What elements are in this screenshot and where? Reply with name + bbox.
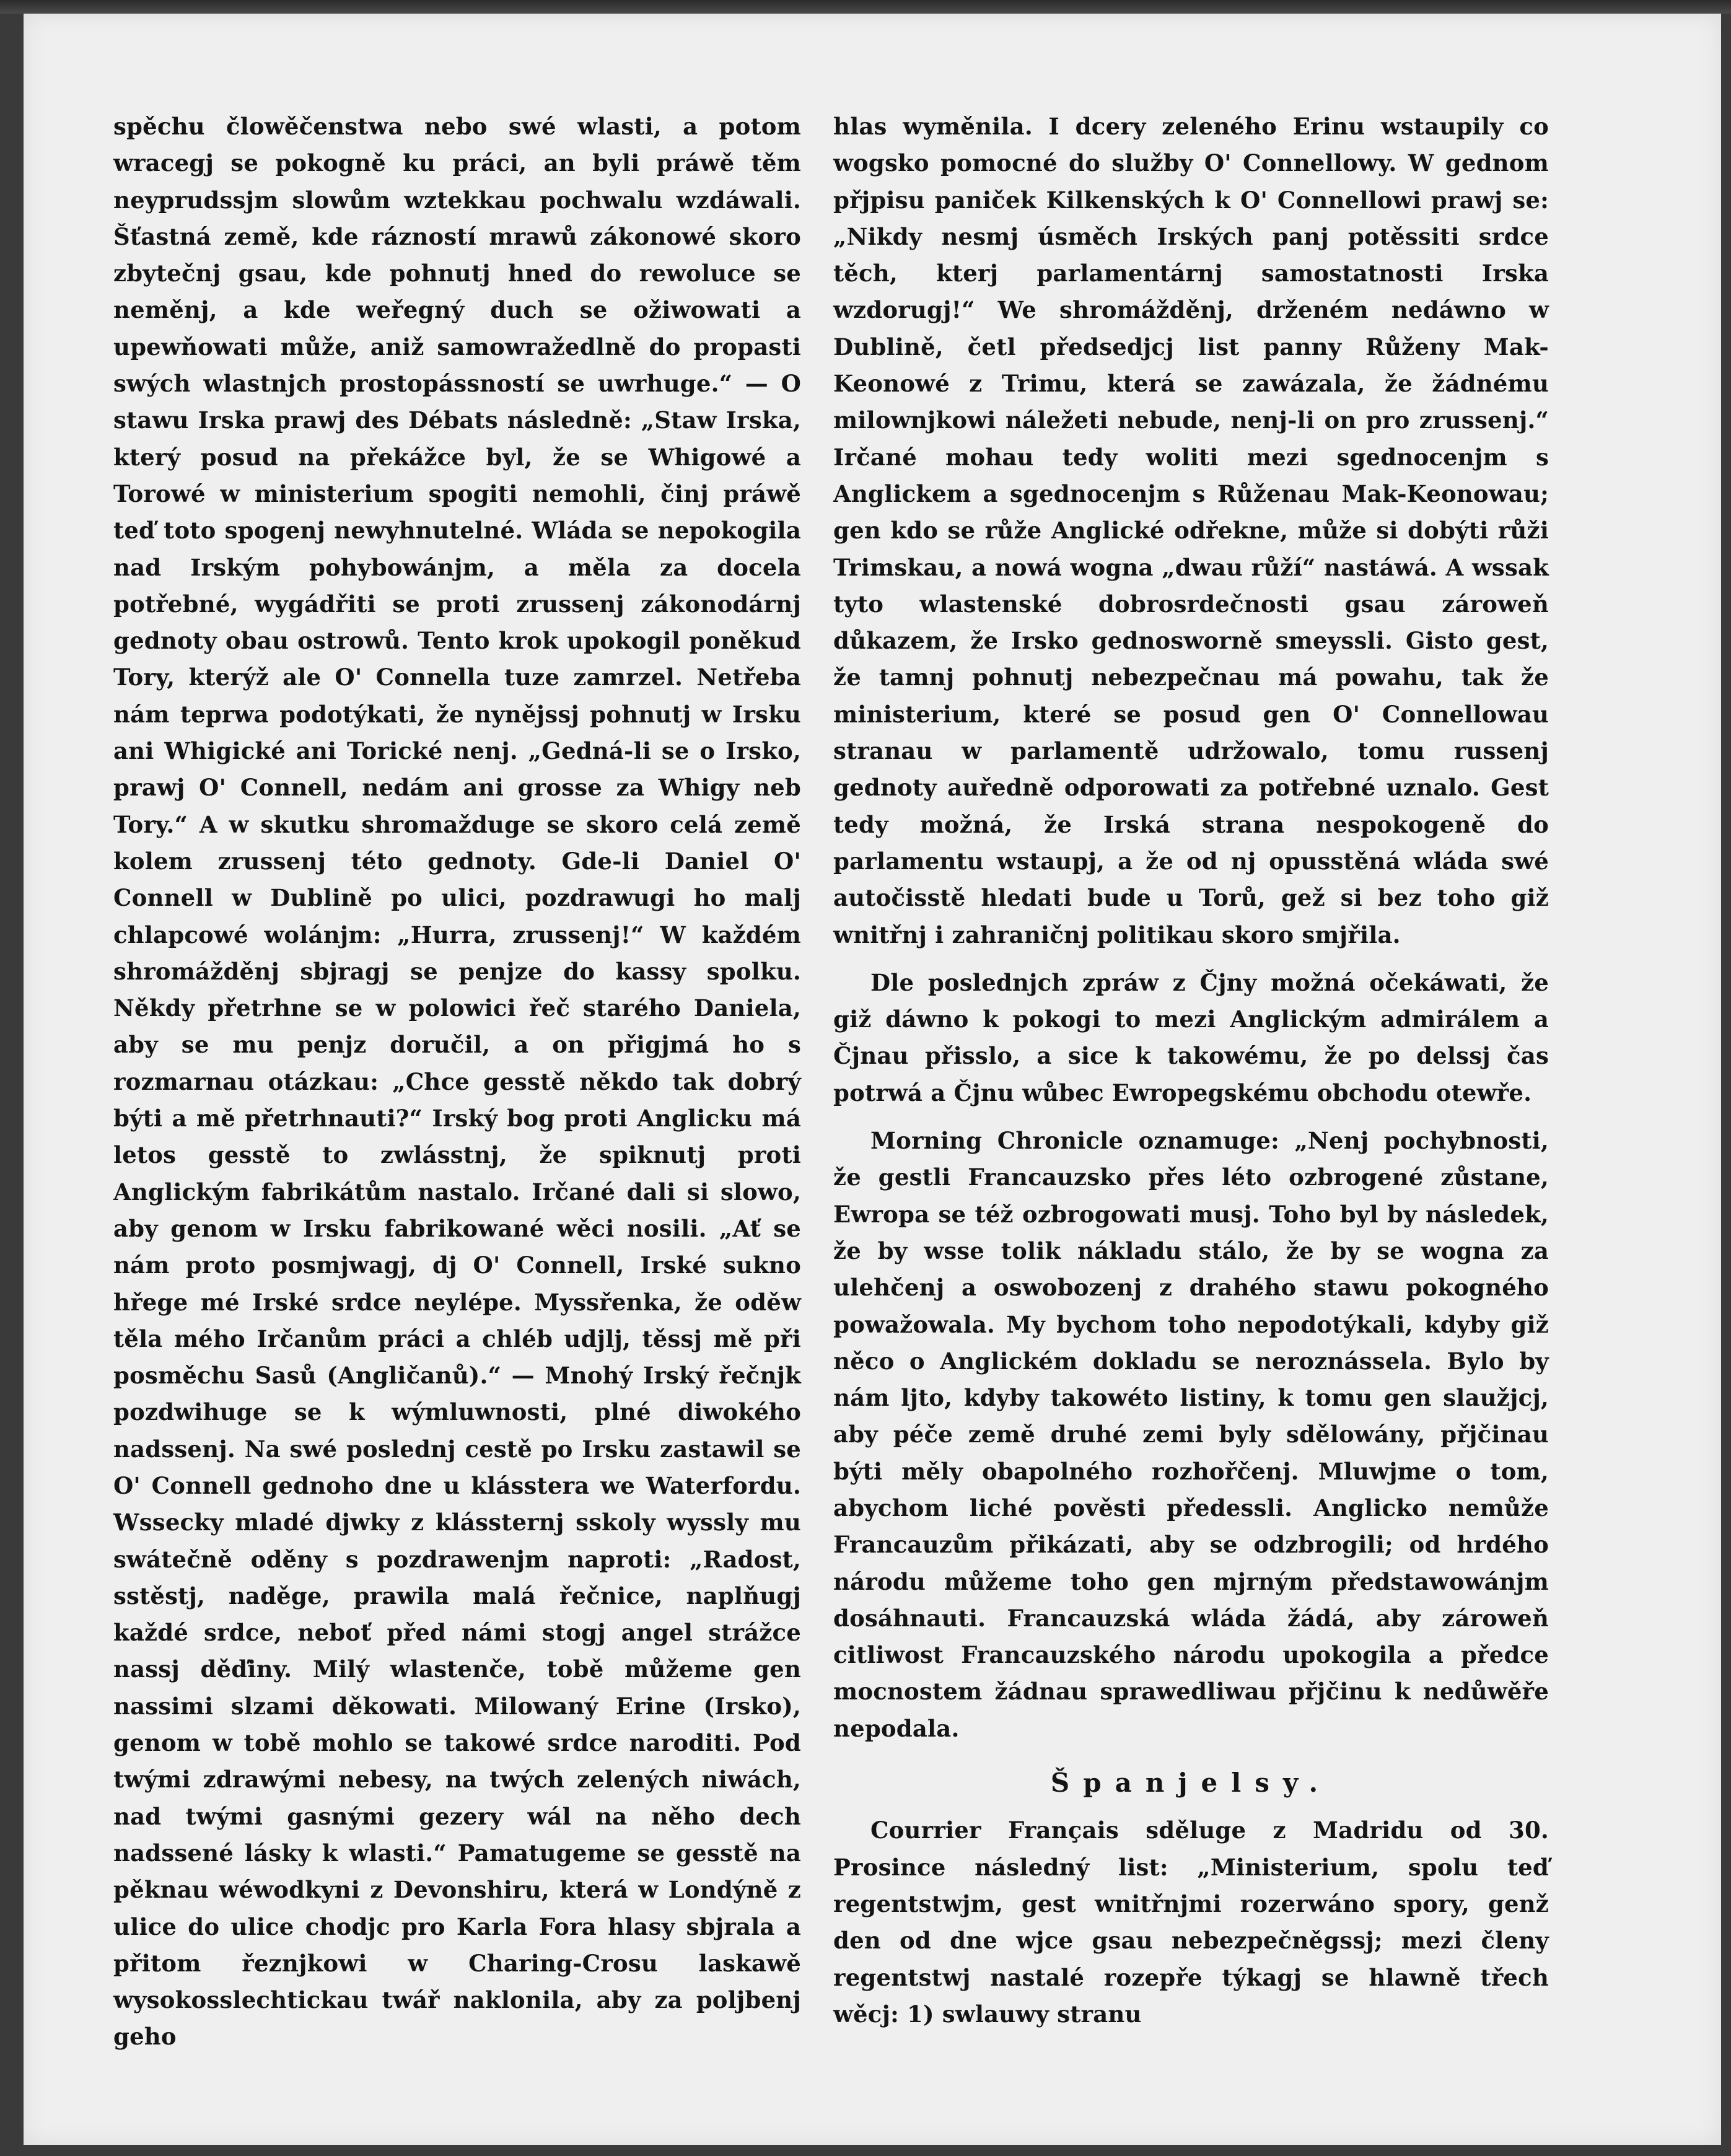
right-paragraph-1: hlas wyměnila. I dcery zeleného Erinu wstaupily co wogsko pomocné do služby O' Connellowy. W gednom přjpisu paniček Kilkenských k O' Connellowi prawj se: „Nikdy nesmj úsměch Irských panj potěssiti srdce těch, kterj parlamentárnj samostatnosti Irska wzdorugj!“ We shromážděnj, drženém nedáwno w Dublině, četl předsedjcj list panny Růženy Mak-Keonowé z Trimu, která se zawázala, že žádnému milownjkowi náležeti nebude, nenj-li on pro zrussenj.“ Irčané mohau tedy woliti mezi sgednocenjm s Anglickem a sgednocenjm s Růženau Mak-Keonowau; gen kdo se růže Anglické odřekne, může si dobýti růži Trimskau, a nowá wogna „dwau růží“ nastáwá. A wssak tyto wlastenské dobrosrdečnosti gsau zároweň důkazem, že Irsko gednosworně smeyssli. Gisto gest, že tamnj pohnutj nebezpečnau má powahu, tak že ministerium, které se posud gen O' Connellowau stranau w parlamentě udržowalo, tomu russenj gednoty auředně odporowati za potřebné uznalo. Gest tedy možná, že Irská strana nespokogeně do parlamentu wstaupj, a že od nj opusstěná wláda swé autočisstě hledati bude u Torů, gež si bez toho giž wnitřnj i zahraničnj politikau skoro smjřila. [833,113,1549,949]
right-column [833,108,1549,2033]
section-heading: Španjelsy. [1050,1768,1332,1799]
right-paragraph-2: Dle poslednjch zpráw z Čjny možná očekáwati, že giž dáwno k pokogi to mezi Anglickým admirálem a Čjnau přisslo, a sice k takowému, že po delssj čas potrwá a Čjnu wůbec Ewropegskému obchodu otewře. [833,968,1549,1106]
right-paragraph-4: Courrier Français sděluge z Madridu od 30. Prosince následný list: „Ministerium, spolu teď regentstwjm, gest wnitřnjmi rozerwáno spory, genž den od dne wjce gsau nebezpečněgssj; mezi členy regentstwj nastalé rozepře týkagj se hlawně třech wěcj: 1) swlauwy stranu [833,1816,1549,2028]
left-paragraph-1: spěchu člowěčenstwa nebo swé wlasti, a potom wracegj se pokogně ku práci, an byli práwě těm neyprudssjm slowům wztekkau pochwalu wzdáwali. Šťastná země, kde rázností mrawů zákonowé skoro zbytečnj gsau, kde pohnutj hned do rewoluce se neměnj, a kde weřegný duch se ožiwowati a upewňowati může, aniž samowražedlně do propasti swých wlastnjch prostopássností se uwrhuge.“ — O stawu Irska prawj des Débats následně: „Staw Irska, který posud na překážce byl, že se Whigowé a Torowé w ministerium spogiti nemohli, činj práwě teď toto spogenj newyhnutelné. Wláda se nepokogila nad Irským pohybowánjm, a měla za docela potřebné, wygádřiti se proti zrussenj zákonodárnj gednoty obau ostrowů. Tento krok upokogil poněkud Tory, kterýž ale O' Connella tuze zamrzel. Netřeba nám teprwa podotýkati, že nynějssj pohnutj w Irsku ani Whigické ani Torické nenj. „Gedná-li se o Irsko, prawj O' Connell, nedám ani grosse za Whigy neb Tory.“ A w skutku shromažduge se skoro celá země kolem zrussenj této gednoty. Gde-li Daniel O' Connell w Dublině po ulici, pozdrawugi ho malj chlapcowé wolánjm: „Hurra, zrussenj!“ W každém shromážděnj sbjragj se penjze do kassy spolku. Někdy přetrhne se w polowici řeč starého Daniela, aby se mu penjz doručil, a on přigjmá ho s rozmarnau otázkau: „Chce gesstě někdo tak dobrý býti a mě přetrhnauti?“ Irský bog proti Anglicku má letos gesstě to zwlásstnj, že spiknutj proti Anglickým fabrikátům nastalo. Irčané dali si slowo, aby genom w Irsku fabrikowané wěci nosili. „Ať se nám proto posmjwagj, dj O' Connell, Irské sukno hřege mé Irské srdce neylépe. Myssřenka, že oděw těla mého Irčanům práci a chléb udjlj, těssj mě při posměchu Sasů (Angličanů).“ — Mnohý Irský řečnjk pozdwihuge se k wýmluwnosti, plné diwokého nadssenj. Na swé poslednj cestě po Irsku zastawil se O' Connell gednoho dne u klásstera we Waterfordu. Wssecky mladé djwky z klássternj sskoly wyssly mu swátečně oděny s pozdrawenjm naproti: „Radost, sstěstj, naděge, prawila malá řečnice, naplňugj každé srdce, neboť před námi stogj angel strážce nassj děďiny. Milý wlastenče, tobě můžeme gen nassimi slzami děkowati. Milowaný Erine (Irsko), genom w tobě mohlo se takowé srdce naroditi. Pod twými zdrawými nebesy, na twých zelených niwách, nad twými gasnými gezery wál na něho dech nadssené lásky k wlasti.“ Pamatugeme se gesstě na pěknau wéwodkyni z Devonshiru, která w Londýně z ulice do ulice chodjc pro Karla Fora hlasy sbjrala a přitom řeznjkowi w Charing-Crosu laskawě wysokosslechtickau twář naklonila, aby za poljbenj geho [113,113,801,2051]
right-paragraph-3: Morning Chronicle oznamuge: „Nenj pochybnosti, že gestli Francauzsko přes léto ozbrogené zůstane, Ewropa se též ozbrogowati musj. Toho byl by následek, že by wsse tolik nákladu stálo, že by se wogna za ulehčenj a oswobozenj z drahého stawu pokogného powažowala. My bychom toho nepodotýkali, kdyby giž něco o Anglickém dokladu se neroznássela. Bylo by nám ljto, kdyby takowéto listiny, k tomu gen slaužjcj, aby péče země druhé zemi byly sdělowány, přjčinau býti měly obapolného rozhořčenj. Mluwjme o tom, abychom liché pověsti předessli. Anglicko nemůže Francauzům přikázati, aby se odzbrogili; od hrdého národu můžeme toho gen mjrným předstawowánjm dosáhnauti. Francauzská wláda žádá, aby zároweň citliwost Francauzského národu upokogila a předce mocnostem žádnau sprawedliwau přjčinu k nedůwěře nepodala. [833,1127,1549,1742]
scan-top-edge [0,0,1731,14]
left-column [113,108,801,2056]
